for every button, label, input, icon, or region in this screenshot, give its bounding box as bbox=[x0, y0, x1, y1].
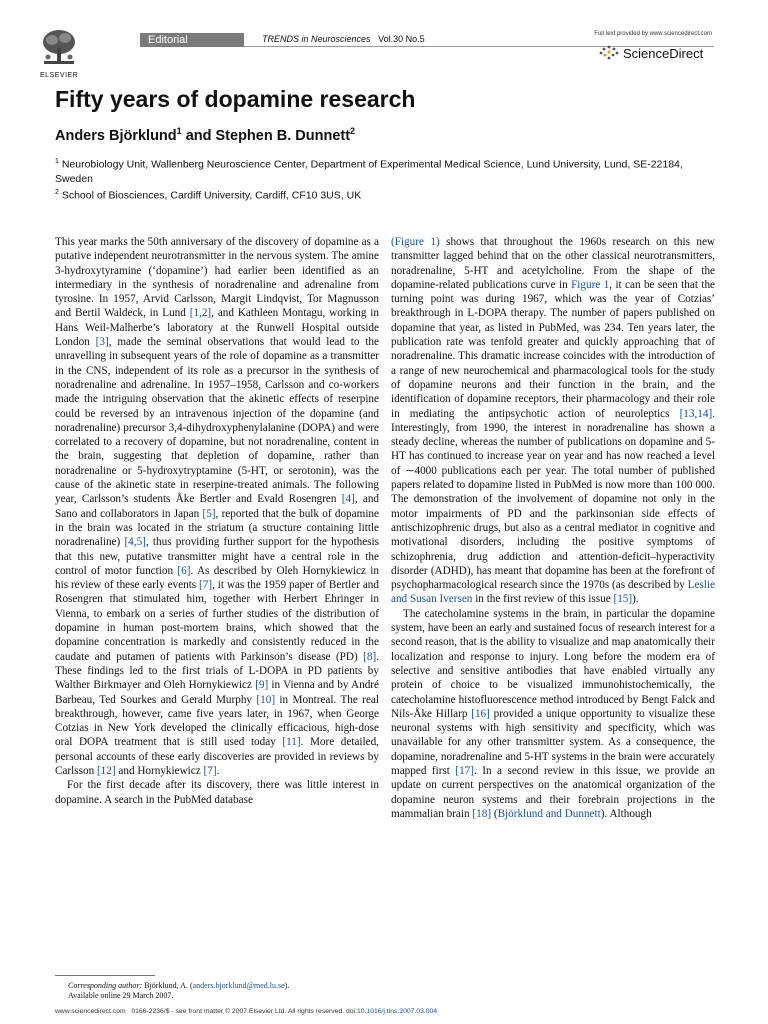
journal-name: TRENDS in Neurosciences bbox=[262, 34, 371, 44]
body-text: . Interestingly, from 1990, the interest in noradrenaline has shown a steady decline, whereas the number of publications on dopamine and 5-HT has continued to increase year on year and has now reached a level of ∼4000 publications each per year. The total number of published papers related to dopamine listed in PubMed is now more than 100 000. The demonstration of the involvement of dopamine not only in the motor impairments of PD and the parkinsonian side effects of antischizophrenic drugs, but also as a central mediator in cognitive and motivational disorders, including the positive symptoms of schizophrenia, drug addiction and attention-deficit–hyperactivity disorder (ADHD), has meant that dopamine has been at the forefront of psychopharmacological research since the 1970s (as described by bbox=[391, 407, 715, 592]
body-text: , and Kathleen Montagu, working in Hans Weil-Malherbe’s laboratory at the Runwell Hospital outside London bbox=[55, 307, 379, 349]
affiliation bbox=[55, 186, 715, 203]
author-name: Stephen B. Dunnett bbox=[215, 127, 351, 144]
corresponding-author-text: Björklund, A. ( bbox=[142, 981, 193, 990]
body-text: . bbox=[216, 764, 220, 777]
body-column-left bbox=[55, 235, 379, 807]
body-text: The catecholamine systems in the brain, in particular the dopamine system, have been an early and sustained focus of research interest for a second reason, that is the ability to visualize and map anatomically their localization and response to injury. Long before the modern era of selective and sensitive antibodies that have enabled virtually any protein of choice to be visualized immunohistochemically, the catecholamine histofluorescence method introduced by Bengt Falck and Nils-Åke Hillarp bbox=[391, 607, 715, 720]
figure-link[interactable]: Figure 1 bbox=[571, 278, 610, 291]
body-text: in the first review of this issue bbox=[472, 593, 614, 606]
journal-info bbox=[262, 34, 425, 44]
journal-volume: Vol.30 No.5 bbox=[378, 34, 425, 44]
author-conjunction: and bbox=[181, 127, 216, 144]
author-affiliation-mark: 2 bbox=[350, 126, 356, 136]
citation-link[interactable]: [10] bbox=[256, 693, 276, 706]
author-affiliation-mark: 1 bbox=[176, 126, 182, 136]
body-text: , made the seminal observations that would lead to the unravelling in subsequent years of the role of dopamine as a transmitter in the CNS, independent of its role as a precursor in the synthesis of noradrenaline and adrenaline. In 1957–1958, Carlsson and co-workers made the intriguing observation that the akinetic effects of reserpine could be reversed by an intravenous injection of the dopamine (and noradrenaline) precursor 3,4-dihydroxyphenylalanine (DOPA) and were correlated to a recovery of dopamine, but not noradrenaline, content in the brain, suggesting that depletion of dopamine, rather than noradrenaline or 5-hydroxytryptamine (5-HT, or serotonin), was the cause of the akinetic state in reserpine-treated animals. The following year, Carlsson’s students Åke Bertler and Evald Rosengren bbox=[55, 336, 379, 506]
affiliation bbox=[55, 155, 715, 186]
citation-link[interactable]: [6] bbox=[177, 564, 191, 577]
author-reference-link[interactable]: Leslie and Susan Iversen bbox=[391, 579, 715, 606]
elsevier-tree-icon bbox=[40, 28, 78, 66]
footnote-rule bbox=[55, 975, 155, 976]
citation-link[interactable]: [18] bbox=[472, 807, 492, 820]
footer-copyright: 0166-2236/$ - see front matter © 2007 Elsevier Ltd. All rights reserved. doi: bbox=[131, 1008, 357, 1015]
body-text: , and Sano and collaborators in Japan bbox=[55, 493, 380, 520]
citation-link[interactable]: [7] bbox=[203, 764, 217, 777]
body-paragraph bbox=[55, 235, 379, 778]
body-paragraph: For the first decade after its discovery, there was little interest in dopamine. A search in the PubMed database bbox=[55, 779, 379, 806]
sciencedirect-wordmark: ScienceDirect bbox=[623, 45, 704, 61]
sciencedirect-logo bbox=[598, 43, 703, 63]
body-text: This year marks the 50th anniversary of the discovery of dopamine as a putative independent neurotransmitter in the nervous system. The amine 3-hydroxytyramine (‘dopamine’) had earlier been identified as an intermediary in the synthesis of noradrenaline and adrenaline from tyrosine. In 1957, Arvid Carlsson, Margit Lindqvist, Tor Magnusson and Bertil Waldeck, in Lund bbox=[55, 236, 379, 320]
citation-link[interactable]: [8] bbox=[363, 650, 377, 663]
author-name: Anders Björklund bbox=[55, 127, 177, 144]
body-column-right bbox=[391, 235, 715, 821]
body-text: and Hornykiewicz bbox=[115, 764, 204, 777]
citation-link[interactable]: [1,2] bbox=[189, 307, 212, 320]
available-online-note: Available online 29 March 2007. bbox=[68, 991, 174, 1000]
body-text: . More detailed, personal accounts of these early discoveries are provided in reviews by Carlsson bbox=[55, 736, 379, 777]
affiliation-text: Neurobiology Unit, Wallenberg Neuroscience Center, Department of Experimental Medical Science, Lund University, Lund, SE-22184, Sweden bbox=[55, 158, 683, 185]
citation-link[interactable]: [16] bbox=[471, 707, 490, 720]
body-text: , it was the 1959 paper of Bertler and Rosengren that stimulated him, together with Herbert Ehringer in Vienna, to embark on a series of further studies of the distribution of dopamine in human post-mortem brains, which showed that the dopamine concentration is markedly and consistently reduced in the caudate and putamen of patients with Parkinson’s disease (PD) bbox=[55, 579, 379, 663]
publisher-name: ELSEVIER bbox=[40, 72, 79, 79]
body-text: . These findings led to the first trials of L-DOPA in PD patients by Walther Birkmayer and Oleh Hornykiewicz bbox=[55, 650, 379, 692]
citation-link[interactable]: [9] bbox=[255, 679, 269, 692]
sciencedirect-dots-icon bbox=[598, 44, 620, 62]
body-text: , thus providing further support for the hypothesis that this new, putative transmitter might have a central role in the control of motor function bbox=[55, 536, 379, 577]
citation-link[interactable]: [7] bbox=[199, 579, 213, 592]
affiliation-mark: 2 bbox=[55, 188, 59, 196]
body-text: shows that throughout the 1960s research on this new transmitter lagged behind that on the other classical neurotransmitters, noradrenaline, 5-HT and acetylcholine. From the shape of the dopamine-related publications curve in bbox=[391, 236, 715, 291]
page-footer bbox=[55, 1008, 715, 1015]
body-text: , reported that the bulk of dopamine in the brain was located in the striatum (a structure containing little noradrenaline) bbox=[55, 507, 379, 549]
author-line bbox=[55, 126, 355, 144]
elsevier-logo bbox=[40, 28, 79, 79]
body-text: in Vienna and by André Barbeau, Ted Sourkes and Gerald Murphy bbox=[55, 679, 379, 706]
citation-link[interactable]: [17] bbox=[455, 764, 474, 777]
doi-link[interactable]: 10.1016/j.tins.2007.03.004 bbox=[356, 1008, 438, 1015]
citation-link[interactable]: [5] bbox=[202, 507, 216, 520]
corresponding-author-note bbox=[68, 981, 289, 991]
corresponding-author-label: Corresponding author: bbox=[68, 981, 143, 990]
footer-site: www.sciencedirect.com bbox=[55, 1008, 126, 1015]
fulltext-note: Full text provided by www.sciencedirect.com bbox=[594, 31, 712, 37]
author-email-link[interactable]: anders.bjorklund@med.lu.se bbox=[192, 981, 285, 990]
citation-link[interactable]: [4,5] bbox=[124, 536, 146, 549]
affiliation-mark: 1 bbox=[55, 158, 59, 165]
body-text: ). Although bbox=[600, 807, 652, 820]
body-text: . In a second review in this issue, we provide an update on current perspectives on the anatomical organization of the dopamine neuron systems and their forebrain projections in the mammalian brain bbox=[391, 764, 715, 820]
affiliations bbox=[55, 155, 715, 202]
citation-link[interactable]: [13,14] bbox=[679, 407, 713, 420]
author-reference-link[interactable]: Björklund and Dunnett bbox=[497, 807, 601, 820]
figure-link[interactable]: (Figure 1) bbox=[391, 236, 440, 248]
article-title: Fifty years of dopamine research bbox=[55, 86, 416, 112]
body-paragraph bbox=[391, 235, 715, 607]
affiliation-text: School of Biosciences, Cardiff University, Cardiff, CF10 3US, UK bbox=[58, 189, 362, 201]
citation-link[interactable]: [3] bbox=[95, 336, 109, 349]
section-label: Editorial bbox=[140, 33, 244, 47]
body-text: provided a unique opportunity to visualize these neuronal systems with high sensitivity and specificity, which was unavailable for any other transmitter system. As a consequence, the dopamine, noradrenaline and 5-HT systems in the brain were accurately mapped first bbox=[391, 707, 715, 777]
body-text: ( bbox=[491, 807, 498, 820]
citation-link[interactable]: [4] bbox=[341, 493, 355, 506]
citation-link[interactable]: [15] bbox=[613, 593, 633, 606]
body-text: in Montreal. The real breakthrough, however, came five years later, in 1967, when George Cotzias in New York developed the clinically efficacious, high-dose oral DOPA treatment that is still used today bbox=[55, 693, 379, 749]
body-text: ). bbox=[632, 593, 639, 606]
citation-link[interactable]: [12] bbox=[96, 764, 116, 777]
citation-link[interactable]: [11] bbox=[282, 736, 301, 749]
corresponding-author-text: ). bbox=[284, 981, 290, 990]
footnotes bbox=[68, 981, 289, 1001]
body-text: . As described by Oleh Hornykiewicz in his review of these early events bbox=[55, 564, 379, 592]
body-paragraph bbox=[391, 607, 715, 821]
body-text: , it can be seen that the turning point was during 1967, which was the year of Cotzias’ breakthrough in L-DOPA therapy. The number of papers published on dopamine that year, as listed in PubMed, was 234. Ten years later, the publication rate was tenfold greater and quickly approaching that of noradrenaline. This dramatic increase coincides with the introduction of a range of new neurochemical and pharmacological tools for the study of dopamine neurons and their function in the brain, and the identification of dopamine receptors, their pharmacology and their role in mediating the antipsychotic action of neuroleptics bbox=[391, 278, 716, 420]
